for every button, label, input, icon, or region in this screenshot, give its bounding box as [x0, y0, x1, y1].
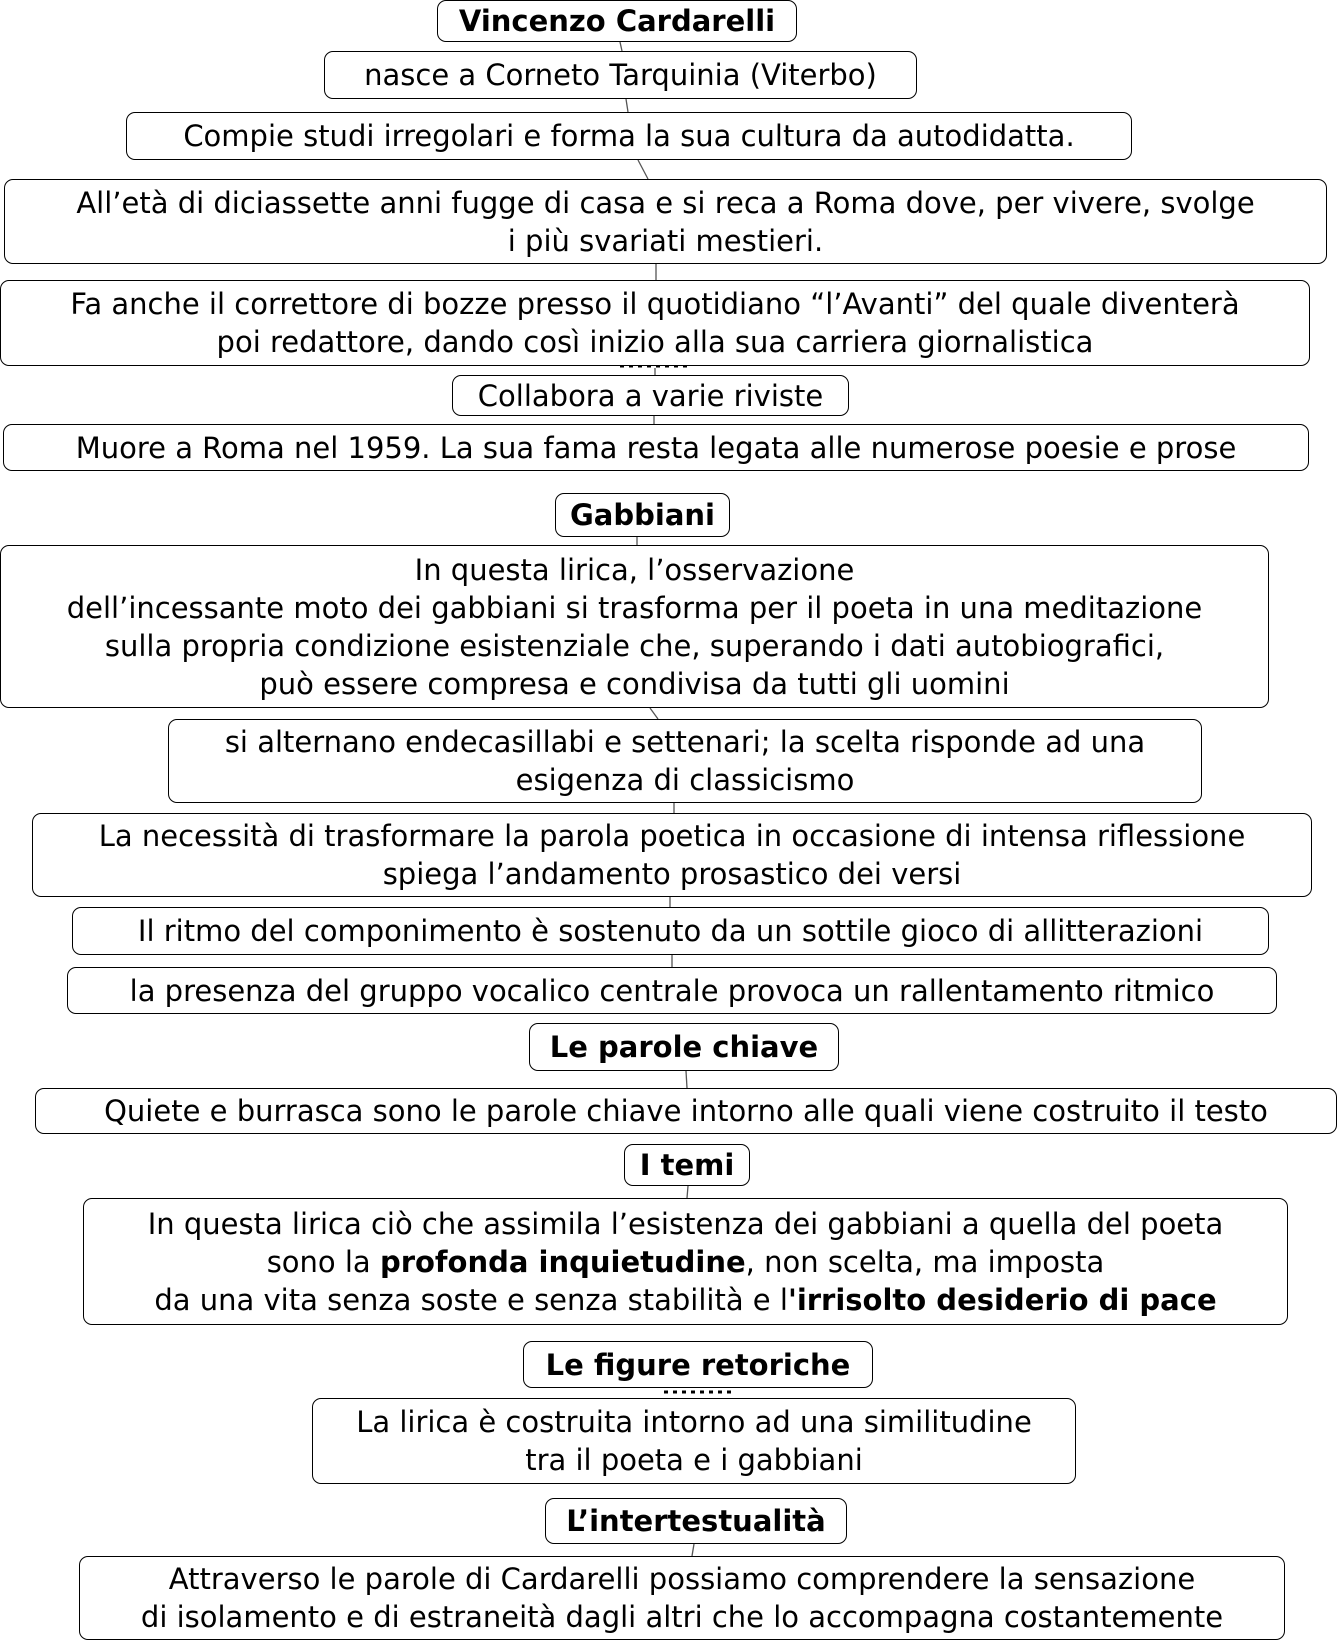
- connector: [686, 1071, 687, 1088]
- node-label: Gabbiani: [570, 498, 715, 532]
- text-line: All’età di diciassette anni fugge di casa e si reca a Roma dove, per vivere, svolge: [76, 185, 1255, 220]
- node-lyric-observation: [0, 545, 1269, 708]
- node-intertext-text: [79, 1556, 1285, 1640]
- node-label: [141, 1560, 1223, 1636]
- node-label: Quiete e burrasca sono le parole chiave intorno alle quali viene costruito il testo: [104, 1094, 1268, 1128]
- node-death: [3, 424, 1309, 471]
- text-line: La necessità di trasformare la parola poetica in occasione di intensa riflessione: [98, 819, 1246, 853]
- node-label: Muore a Roma nel 1959. La sua fama resta legata alle numerose poesie e prose: [75, 430, 1237, 465]
- text-line: tra il poeta e i gabbiani: [525, 1443, 863, 1477]
- text-line: Attraverso le parole di Cardarelli possiamo comprendere la sensazione: [168, 1562, 1196, 1596]
- node-prose: [32, 813, 1312, 897]
- node-label: Le figure retoriche: [545, 1347, 851, 1382]
- node-label: la presenza del gruppo vocalico centrale provoca un rallentamento ritmico: [129, 973, 1215, 1008]
- connector: [638, 160, 648, 179]
- node-birth: [324, 51, 917, 99]
- text-line: di isolamento e di estraneità dagli altri che lo accompagna costantemente: [140, 1600, 1224, 1634]
- text-line: In questa lirica ciò che assimila l’esistenza dei gabbiani a quella del poeta: [147, 1206, 1224, 1241]
- node-rhythm: [72, 907, 1269, 955]
- node-label: [67, 551, 1203, 703]
- text-line: i più svariati mestieri.: [507, 223, 824, 258]
- text-run: , non scelta, ma imposta: [745, 1244, 1105, 1279]
- connector: [687, 1186, 688, 1198]
- text-line: poi redattore, dando così inizio alla sua carriera giornalistica: [216, 325, 1094, 359]
- node-gabbiani: [555, 493, 730, 537]
- node-le-figure-retoriche: [523, 1341, 873, 1388]
- text-line: [148, 1281, 1224, 1319]
- connector: [620, 42, 622, 51]
- node-meter: [168, 719, 1202, 803]
- node-label: [76, 184, 1254, 260]
- emphasis-irrisolto-desiderio: 'irrisolto desiderio di pace: [787, 1282, 1217, 1317]
- text-run: da una vita senza soste e senza stabilità e l: [154, 1282, 788, 1317]
- node-label: Collabora a varie riviste: [477, 378, 824, 413]
- text-line: spiega l’andamento prosastico dei versi: [382, 857, 962, 891]
- node-label: [70, 285, 1239, 361]
- node-label: [99, 817, 1246, 893]
- node-figures-text: [312, 1398, 1076, 1484]
- connector: [626, 99, 628, 112]
- connector: [650, 708, 658, 719]
- node-rome: [4, 179, 1327, 264]
- text-line: può essere compresa e condivisa da tutti gli uomini: [259, 666, 1010, 701]
- node-label: nasce a Corneto Tarquinia (Viterbo): [364, 58, 877, 92]
- node-le-parole-chiave: [529, 1023, 839, 1071]
- node-magazines: [452, 375, 849, 416]
- node-label: Vincenzo Cardarelli: [458, 4, 776, 38]
- node-label: Il ritmo del componimento è sostenuto da un sottile gioco di allitterazioni: [137, 914, 1204, 948]
- text-line: Fa anche il correttore di bozze presso il quotidiano “l’Avanti” del quale diventerà: [70, 287, 1240, 321]
- node-label: Le parole chiave: [549, 1030, 819, 1064]
- text-line: La lirica è costruita intorno ad una similitudine: [356, 1405, 1032, 1439]
- node-themes-text: [83, 1198, 1288, 1325]
- text-line: si alternano endecasillabi e settenari; la scelta risponde ad una: [224, 725, 1146, 759]
- node-label: [225, 723, 1145, 799]
- node-vowels: [67, 967, 1277, 1014]
- node-avanti: [0, 280, 1310, 366]
- text-line: esigenza di classicismo: [515, 763, 855, 797]
- node-studies: [126, 112, 1132, 160]
- text-line: In questa lirica, l’osservazione: [414, 552, 855, 587]
- text-line: [148, 1243, 1224, 1281]
- node-vincenzo-cardarelli: [437, 0, 797, 42]
- node-label: [148, 1205, 1224, 1319]
- connector: [692, 1544, 694, 1556]
- emphasis-profonda-inquietudine: profonda inquietudine: [379, 1244, 746, 1279]
- node-label: I temi: [639, 1148, 735, 1182]
- node-label: [356, 1403, 1032, 1479]
- node-intertestualita: [545, 1498, 847, 1544]
- text-run: sono la: [266, 1244, 380, 1279]
- node-label: Compie studi irregolari e forma la sua cultura da autodidatta.: [183, 119, 1075, 153]
- node-keywords-text: [35, 1088, 1337, 1134]
- text-line: sulla propria condizione esistenziale che, superando i dati autobiografici,: [104, 628, 1165, 663]
- text-line: dell’incessante moto dei gabbiani si trasforma per il poeta in una meditazione: [66, 590, 1203, 625]
- node-i-temi: [624, 1144, 750, 1186]
- node-label: L’intertestualità: [566, 1504, 826, 1538]
